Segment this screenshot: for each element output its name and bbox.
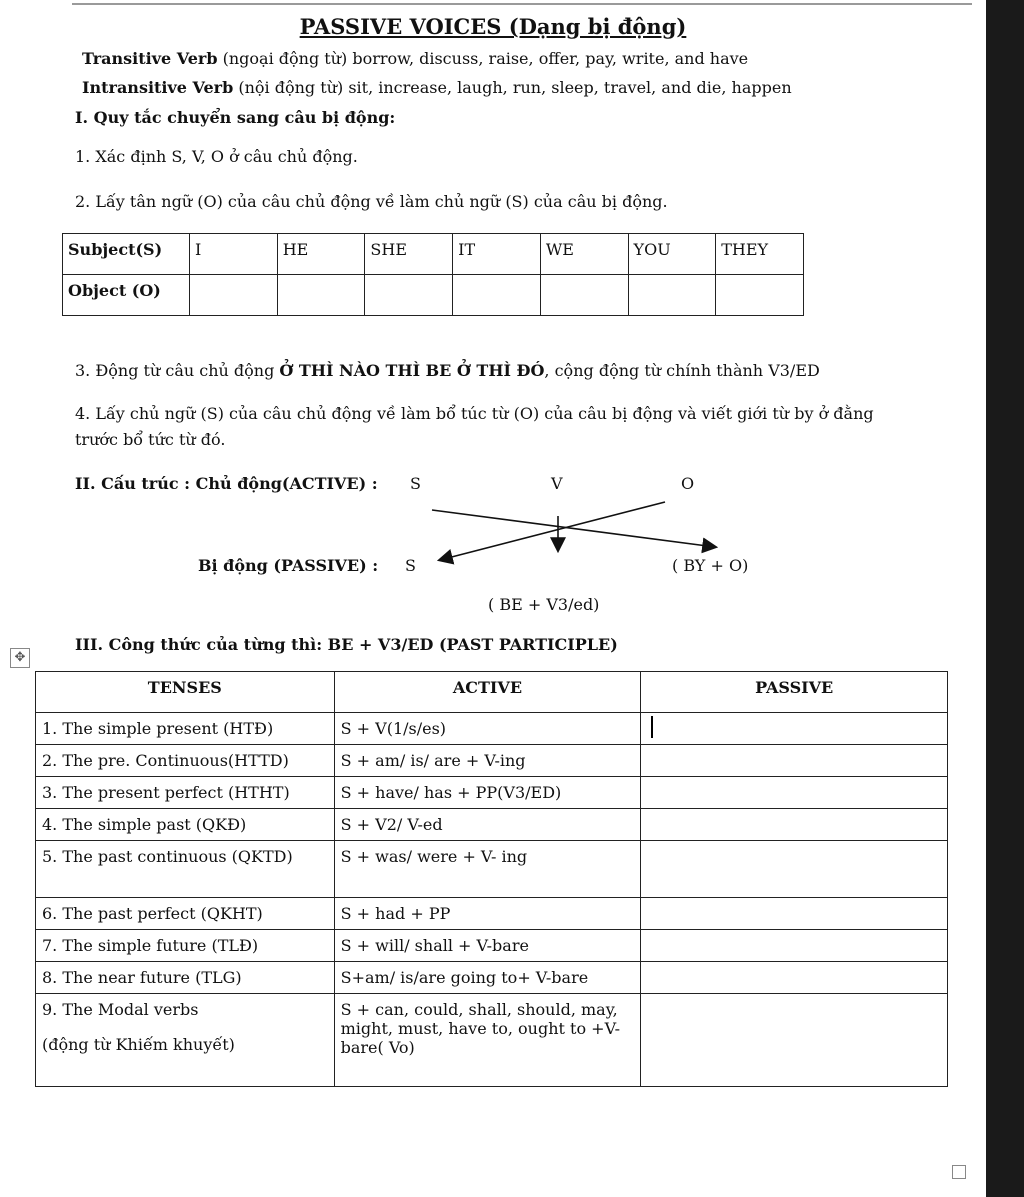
passive-cell[interactable]	[641, 809, 948, 841]
active-cell: S+am/ is/are going to+ V-bare	[334, 962, 641, 994]
move-handle-icon[interactable]: ✥	[10, 648, 30, 668]
header-rule	[72, 3, 972, 5]
intransitive-label: Intransitive Verb	[82, 78, 234, 97]
resize-handle-icon[interactable]	[952, 1165, 966, 1179]
step-3-pre: 3. Động từ câu chủ động	[75, 361, 280, 380]
active-o: O	[681, 474, 695, 493]
subject-label: Subject(S)	[63, 234, 190, 275]
passive-label: Bị động (PASSIVE) :	[198, 556, 379, 575]
active-s: S	[410, 474, 421, 493]
passive-s: S	[405, 556, 416, 575]
table-row	[36, 930, 948, 962]
active-cell: S + am/ is/ are + V-ing	[334, 745, 641, 777]
tense-cell: 3. The present perfect (HTHT)	[36, 777, 335, 809]
step-4-line1: 4. Lấy chủ ngữ (S) của câu chủ động về làm bổ túc từ (O) của câu bị động và viết giới từ by ở đằng	[75, 404, 874, 423]
section1-heading: I. Quy tắc chuyển sang câu bị động:	[75, 108, 396, 127]
table-row	[63, 275, 804, 316]
object-cell[interactable]	[453, 275, 541, 316]
table-row	[63, 234, 804, 275]
subject-to-object-arrow	[440, 502, 665, 560]
intransitive-text: (nội động từ) sit, increase, laugh, run, sleep, travel, and die, happen	[233, 78, 792, 97]
step-4-line2: trước bổ tức từ đó.	[75, 430, 226, 449]
table-row	[36, 713, 948, 745]
object-cell[interactable]	[628, 275, 716, 316]
active-cell: S + can, could, shall, should, may, might, must, have to, ought to +V-bare( Vo)	[334, 994, 641, 1087]
object-label: Object (O)	[63, 275, 190, 316]
intransitive-line	[82, 78, 792, 97]
object-cell[interactable]	[365, 275, 453, 316]
tense-name: 9. The Modal verbs	[42, 1000, 199, 1019]
object-cell[interactable]	[716, 275, 804, 316]
passive-cell[interactable]	[641, 898, 948, 930]
step-3	[75, 361, 820, 380]
header-tenses: TENSES	[36, 672, 335, 713]
subject-cell: I	[190, 234, 278, 275]
passive-cell[interactable]	[641, 777, 948, 809]
table-row	[36, 994, 948, 1087]
passive-cell[interactable]	[641, 962, 948, 994]
header-active: ACTIVE	[334, 672, 641, 713]
table-row	[36, 898, 948, 930]
transitive-label: Transitive Verb	[82, 49, 218, 68]
step-2: 2. Lấy tân ngữ (O) của câu chủ động về làm chủ ngữ (S) của câu bị động.	[75, 192, 668, 211]
active-cell: S + V(1/s/es)	[334, 713, 641, 745]
active-v: V	[551, 474, 563, 493]
active-cell: S + will/ shall + V-bare	[334, 930, 641, 962]
passive-cell[interactable]	[641, 841, 948, 898]
section2-heading: II. Cấu trúc : Chủ động(ACTIVE) :	[75, 474, 378, 493]
tense-cell: 8. The near future (TLG)	[36, 962, 335, 994]
tense-cell: 1. The simple present (HTĐ)	[36, 713, 335, 745]
transitive-line	[82, 49, 748, 68]
table-row	[36, 777, 948, 809]
subject-cell: YOU	[628, 234, 716, 275]
subject-cell: HE	[277, 234, 365, 275]
table-row	[36, 745, 948, 777]
subject-cell: IT	[453, 234, 541, 275]
table-row	[36, 809, 948, 841]
page-title: PASSIVE VOICES (Dạng bị động)	[299, 14, 687, 39]
step-1: 1. Xác định S, V, O ở câu chủ động.	[75, 147, 358, 166]
passive-cell[interactable]	[641, 930, 948, 962]
passive-cell[interactable]	[641, 745, 948, 777]
active-cell: S + had + PP	[334, 898, 641, 930]
by-o-label: ( BY + O)	[672, 556, 749, 575]
object-cell[interactable]	[540, 275, 628, 316]
passive-cell[interactable]	[641, 994, 948, 1087]
tense-note: (động từ Khiếm khuyết)	[42, 1035, 235, 1054]
tense-cell: 6. The past perfect (QKHT)	[36, 898, 335, 930]
subject-cell: SHE	[365, 234, 453, 275]
step-3-bold: Ở THÌ NÀO THÌ BE Ở THÌ ĐÓ	[279, 361, 545, 380]
object-cell[interactable]	[190, 275, 278, 316]
be-v3-label: ( BE + V3/ed)	[488, 595, 600, 614]
tense-cell: 7. The simple future (TLĐ)	[36, 930, 335, 962]
table-row	[36, 962, 948, 994]
subject-cell: WE	[540, 234, 628, 275]
table-row	[36, 841, 948, 898]
transformation-diagram	[0, 460, 986, 580]
active-cell: S + V2/ V-ed	[334, 809, 641, 841]
text-cursor	[651, 716, 653, 738]
pronoun-table	[62, 233, 804, 316]
tenses-table	[35, 671, 948, 1087]
tense-cell: 2. The pre. Continuous(HTTD)	[36, 745, 335, 777]
header-passive: PASSIVE	[641, 672, 948, 713]
tense-cell: 5. The past continuous (QKTD)	[36, 841, 335, 898]
subject-cell: THEY	[716, 234, 804, 275]
table-header-row	[36, 672, 948, 713]
section3-heading: III. Công thức của từng thì: BE + V3/ED (PAST PARTICIPLE)	[75, 635, 618, 654]
active-cell: S + was/ were + V- ing	[334, 841, 641, 898]
object-to-subject-arrow	[432, 510, 715, 547]
tense-cell	[36, 994, 335, 1087]
step-3-post: , cộng động từ chính thành V3/ED	[544, 361, 820, 380]
transitive-text: (ngoại động từ) borrow, discuss, raise, offer, pay, write, and have	[217, 49, 749, 68]
tense-cell: 4. The simple past (QKĐ)	[36, 809, 335, 841]
active-cell: S + have/ has + PP(V3/ED)	[334, 777, 641, 809]
object-cell[interactable]	[277, 275, 365, 316]
passive-cell[interactable]	[641, 713, 948, 745]
